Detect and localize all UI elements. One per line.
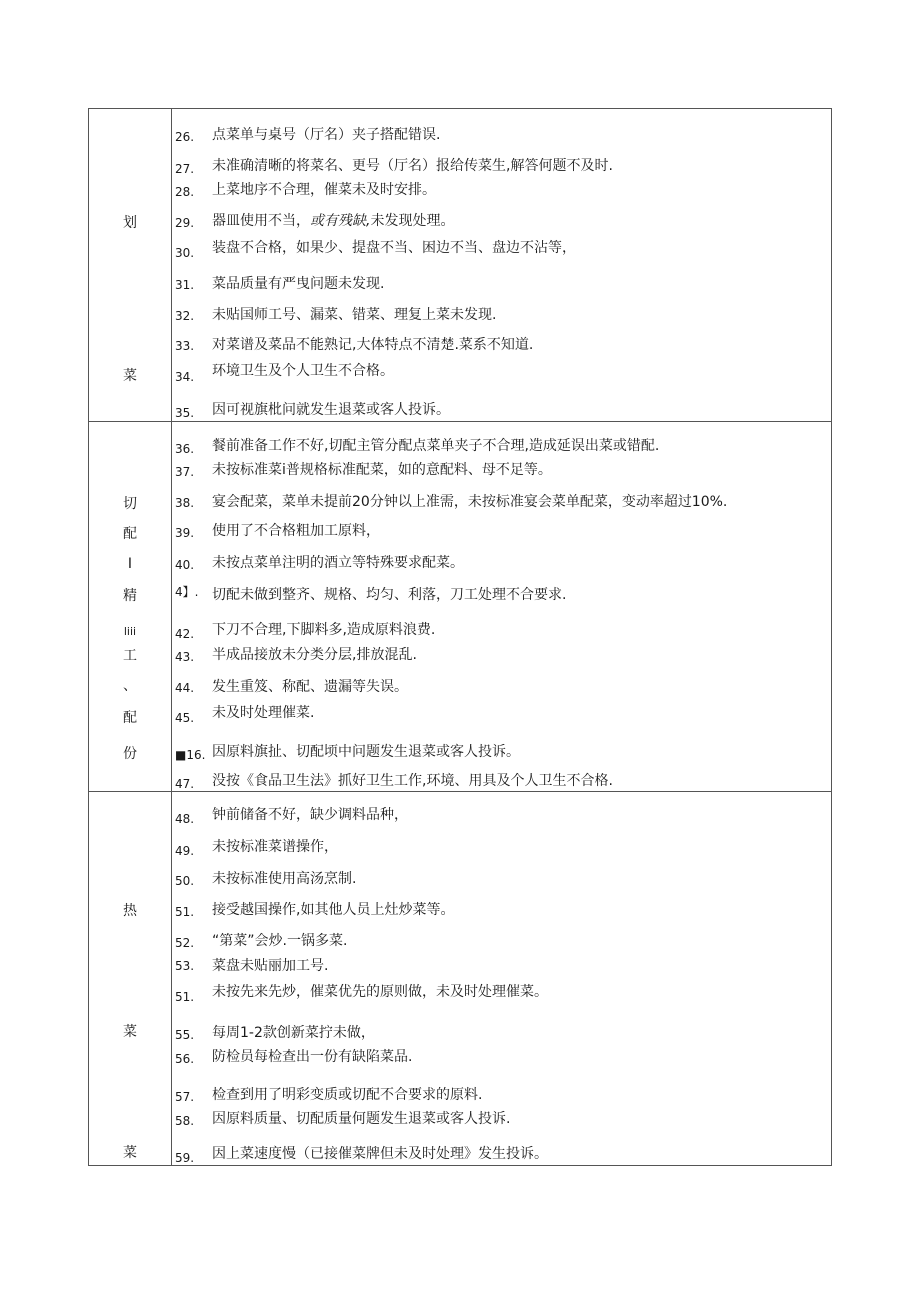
item-number: 50. [175, 874, 195, 888]
item-text: 因上菜速度慢（已接催菜牌但未及时处理》发生投诉。 [212, 1146, 548, 1162]
item-text: 上菜地序不合理，催菜未及时安排。 [212, 182, 436, 198]
category-label: I [127, 556, 133, 572]
item-number: 52. [175, 936, 195, 950]
category-label: 菜 [123, 368, 137, 384]
item-number: 33. [175, 339, 195, 353]
item-number: 44. [175, 681, 195, 695]
section-divider [88, 791, 832, 792]
item-number: 48. [175, 812, 195, 826]
item-text: 环境卫生及个人卫生不合格。 [212, 363, 394, 379]
item-number: 32. [175, 309, 195, 323]
item-text-part: 未发现处理。 [370, 213, 455, 229]
item-number: 43. [175, 650, 195, 664]
item-text: 未准确清晰的将菜名、更号（厅名）报给传菜生,解答何题不及时. [212, 158, 613, 174]
item-text: 装盘不合格，如果少、提盘不当、困边不当、盘边不沾等， [212, 240, 576, 256]
item-text: 因原料旗扯、切配顷中问题发生退菜或客人投诉。 [212, 744, 520, 760]
item-text: 切配未做到整齐、规格、均匀、利落，刀工处理不合要求. [212, 587, 567, 603]
category-label: 菜 [123, 1145, 137, 1161]
item-text: 餐前准备工作不好,切配主管分配点菜单夹子不合理,造成延误出菜或错配. [212, 438, 660, 454]
item-text: 未按标准使用高汤烹制. [212, 871, 357, 887]
item-number: 39. [175, 526, 195, 540]
category-label: liii [123, 625, 137, 638]
category-label: 精 [123, 588, 137, 604]
item-text: 菜盘未贴丽加工号. [212, 958, 329, 974]
category-label: 切 [123, 496, 137, 512]
item-text: 发生重笈、称配、遗漏等失误。 [212, 679, 408, 695]
category-label: 、 [123, 678, 137, 694]
section-divider [88, 421, 832, 422]
category-label: 菜 [123, 1024, 137, 1040]
category-label: 配 [123, 526, 137, 542]
item-text: 未按标准菜谱操作， [212, 839, 338, 855]
item-text: 接受越国操作,如其他人员上灶炒菜等。 [212, 902, 455, 918]
item-text: 未贴国师工号、漏菜、错菜、理复上菜未发现. [212, 307, 497, 323]
item-number: ■16. [175, 748, 206, 762]
item-number: 4】. [175, 585, 199, 599]
item-number: 51. [175, 990, 195, 1004]
item-number: 27. [175, 162, 195, 176]
item-text: 未及时处理催菜. [212, 705, 315, 721]
category-label: 份 [123, 746, 137, 762]
category-label: 热 [123, 903, 137, 919]
item-text-part: 器皿使用不当， [212, 213, 310, 229]
table-frame [88, 108, 832, 1166]
item-text: 未按先来先炒，催菜优先的原则做，未及时处理催菜。 [212, 984, 548, 1000]
item-number: 31. [175, 278, 195, 292]
item-number: 29. [175, 216, 195, 230]
item-number: 53. [175, 959, 195, 973]
category-label: 配 [123, 710, 137, 726]
item-text: 对菜谱及菜品不能熟记,大体特点不清楚.菜系不知道. [212, 337, 534, 353]
item-text: 点菜单与桌号（厅名）夹子搭配错误. [212, 127, 441, 143]
item-text: 宴会配菜，菜单未提前20分钟以上准需，未按标准宴会菜单配菜，变动率超过10%. [212, 494, 728, 510]
item-number: 28. [175, 185, 195, 199]
item-number: 51. [175, 905, 195, 919]
item-number: 58. [175, 1114, 195, 1128]
item-text: 钟前储备不好，缺少调料品种， [212, 807, 408, 823]
item-number: 49. [175, 844, 195, 858]
item-number: 55. [175, 1028, 195, 1042]
item-number: 40. [175, 558, 195, 572]
item-number: 36. [175, 442, 195, 456]
item-text: 因可视旗枇问就发生退菜或客人投诉。 [212, 402, 450, 418]
item-number: 45. [175, 711, 195, 725]
item-number: 57. [175, 1090, 195, 1104]
item-number: 37. [175, 465, 195, 479]
item-text: 菜品质量有严曳问题未发现. [212, 276, 385, 292]
category-label: 工 [123, 648, 137, 664]
item-text: 使用了不合格粗加工原料， [212, 523, 380, 539]
item-number: 47. [175, 777, 195, 791]
item-text: 半成品接放未分类分层,排放混乱. [212, 647, 417, 663]
item-number: 30. [175, 246, 195, 260]
item-number: 42. [175, 627, 195, 641]
item-number: 56. [175, 1052, 195, 1066]
item-text: 防检员每检查出一份有缺陷菜品. [212, 1049, 413, 1065]
item-text: 检查到用了明彩变质或切配不合要求的原料. [212, 1087, 483, 1103]
item-text: 下刀不合理,下脚料多,造成原料浪费. [212, 622, 436, 638]
item-number: 34. [175, 370, 195, 384]
item-text: 每周1-2款创新菜拧未做， [212, 1025, 375, 1041]
item-text: 没按《食品卫生法》抓好卫生工作,环境、用具及个人卫生不合格. [212, 773, 613, 789]
item-text [212, 213, 454, 229]
item-text: 未按标准菜i普规格标准配菜，如的意配料、母不足等。 [212, 462, 552, 478]
item-text: “第菜”会炒.一锅多菜. [212, 933, 348, 949]
item-number: 26. [175, 130, 195, 144]
category-label: 划 [123, 215, 137, 231]
item-number: 38. [175, 496, 195, 510]
item-number: 59. [175, 1151, 195, 1165]
item-number: 35. [175, 406, 195, 420]
item-text-italic: 或有残缺, [310, 213, 371, 229]
item-text: 未按点菜单注明的酒立等特殊要求配菜。 [212, 555, 464, 571]
item-text: 因原料质量、切配质量何题发生退菜或客人投诉. [212, 1111, 511, 1127]
